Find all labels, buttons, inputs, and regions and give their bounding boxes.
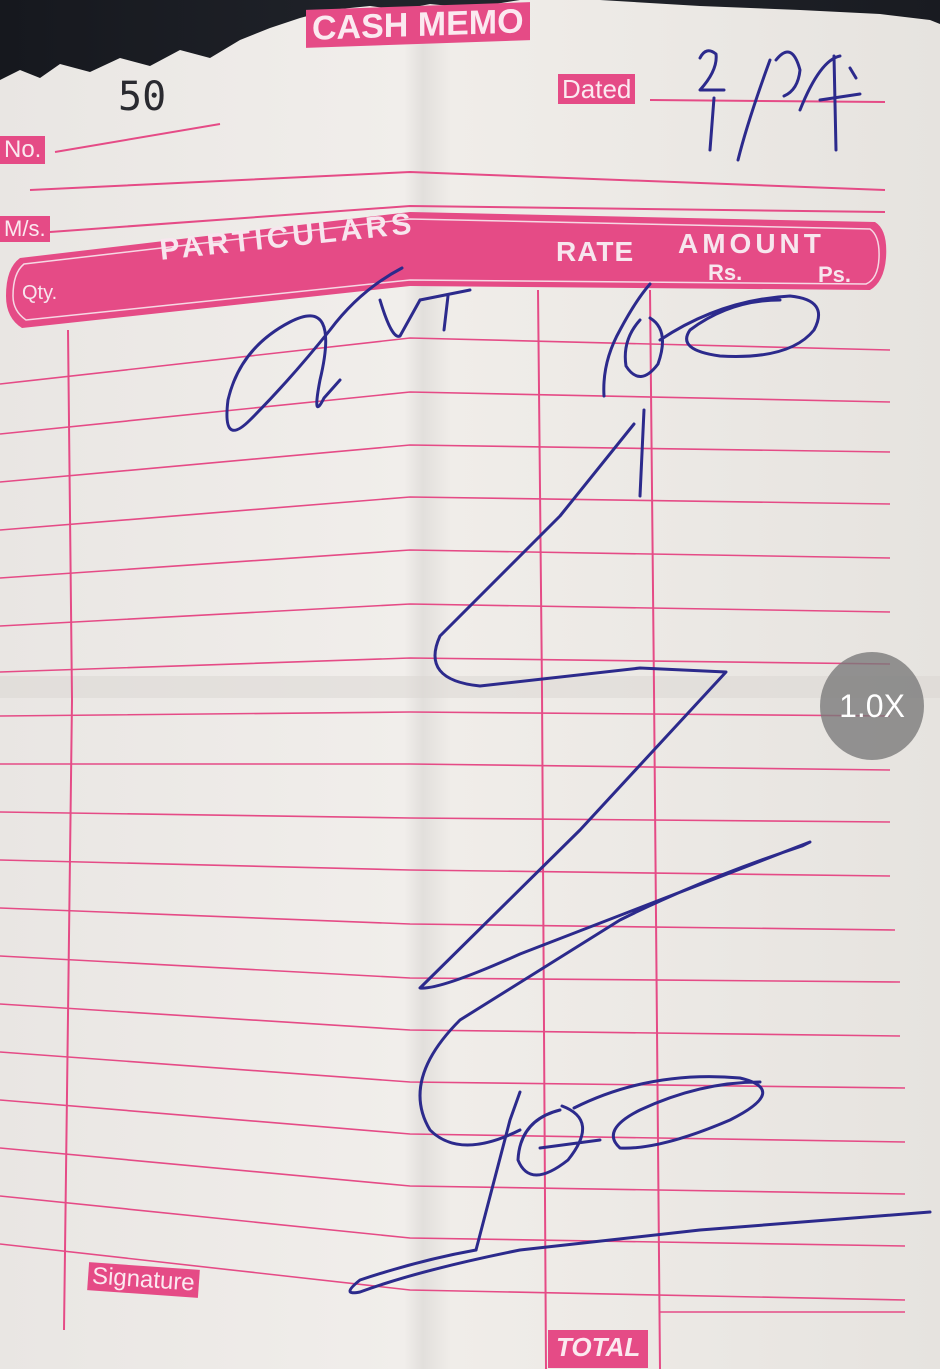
cash-memo-title: CASH MEMO [306,2,530,48]
qty-header: Qty. [22,282,58,304]
dated-label: Dated [558,74,635,104]
amount-header: AMOUNT [678,228,825,259]
signature-label: Signature [87,1262,199,1298]
paise-header: Ps. [818,262,852,287]
number-label: No. [0,136,45,164]
rate-header: RATE [556,236,635,267]
zoom-level-button[interactable]: 1.0X [820,652,924,760]
total-label: TOTAL [548,1330,648,1368]
rupees-header: Rs. [708,260,743,285]
particulars-header: PARTICULARS [158,207,417,267]
memo-number: 50 [118,74,167,120]
ms-label: M/s. [0,216,50,242]
